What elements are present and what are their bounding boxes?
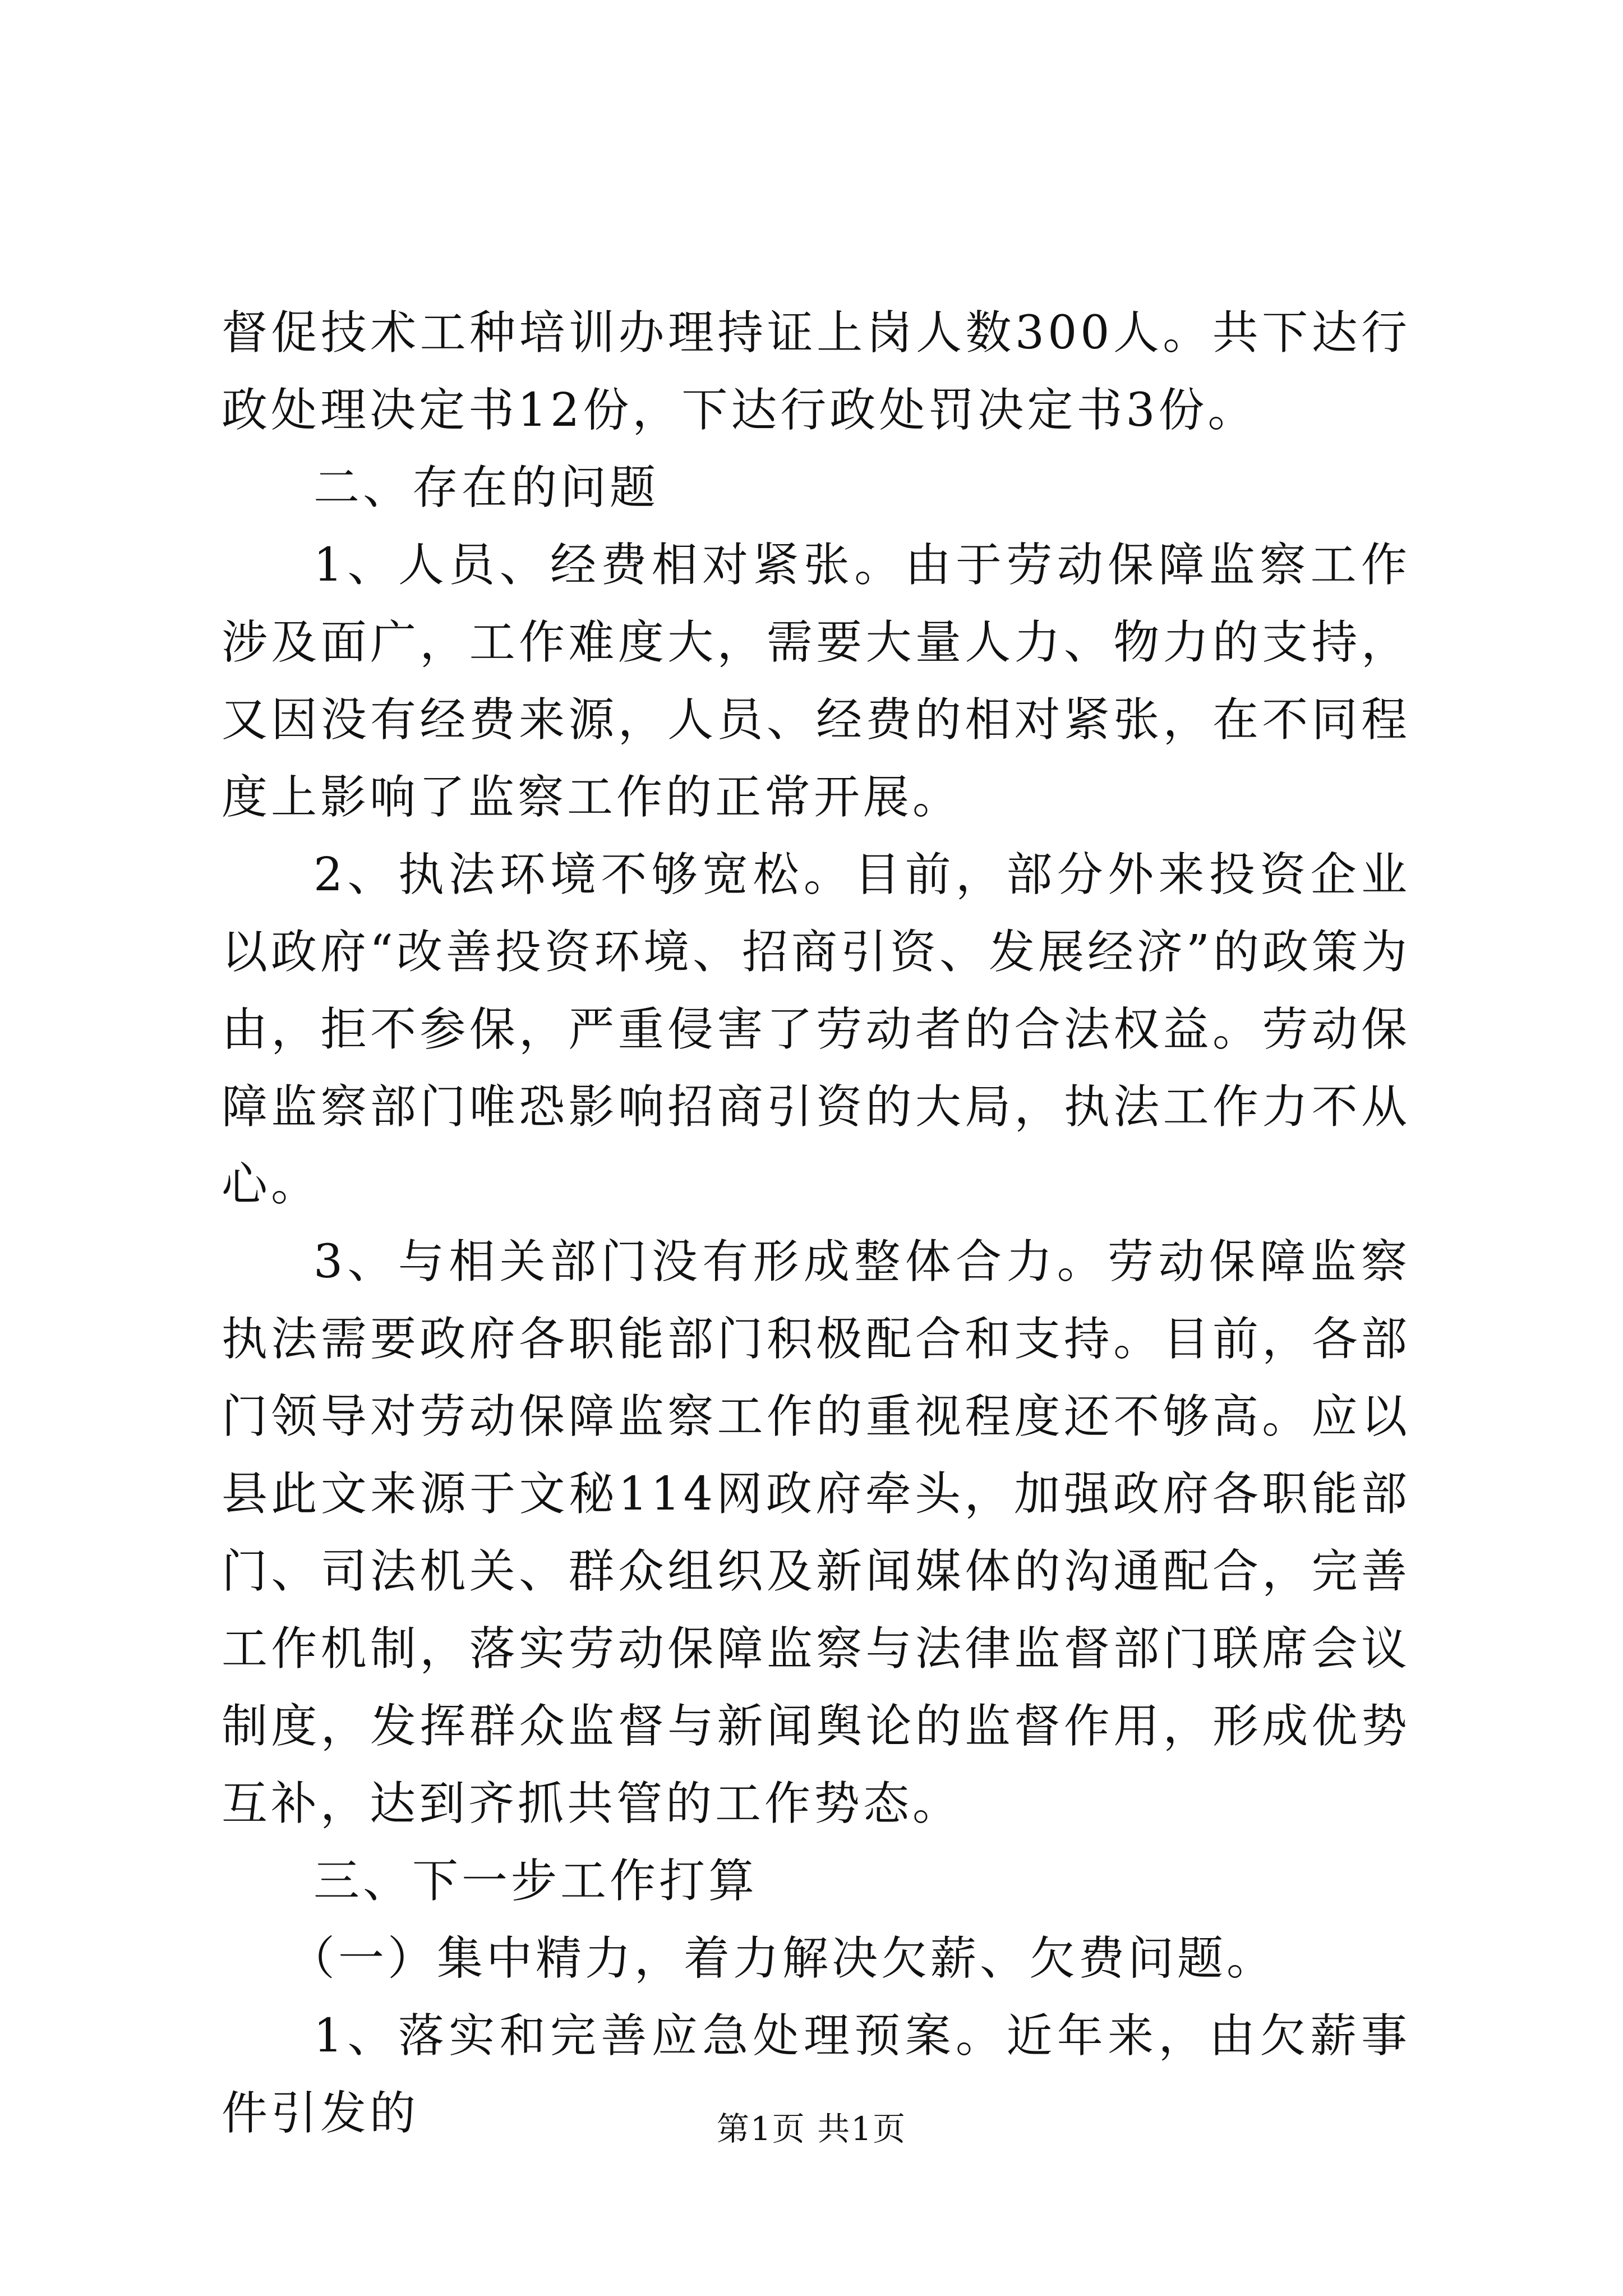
paragraph-continued: 督促技术工种培训办理持证上岗人数300人。共下达行政处理决定书12份，下达行政处罚决定书3份。: [222, 306, 1410, 437]
subsection-heading-1: （一）集中精力，着力解决欠薪、欠费问题。: [289, 1932, 1276, 1985]
paragraph-next-step-1: 1、落实和完善应急处理预案。近年来，由欠薪事件引发的: [222, 2009, 1410, 2140]
paragraph-problem-1: 1、人员、经费相对紧张。由于劳动保障监察工作涉及面广，工作难度大，需要大量人力、物力的支持，又因没有经费来源，人员、经费的相对紧张，在不同程度上影响了监察工作的正常开展。: [222, 539, 1410, 824]
document-body: [222, 295, 1410, 2152]
page-footer: 第1页 共1页: [716, 2110, 907, 2148]
section-heading-problems: 二、存在的问题: [313, 461, 660, 514]
paragraph-problem-3: 3、与相关部门没有形成整体合力。劳动保障监察执法需要政府各职能部门积极配合和支持。目前，各部门领导对劳动保障监察工作的重视程度还不够高。应以县此文来源于文秘114网政府牵头，加强政府各职能部门、司法机关、群众组织及新闻媒体的沟通配合，完善工作机制，落实劳动保障监察与法律监督部门联席会议制度，发挥群众监督与新闻舆论的监督作用，形成优势互补，达到齐抓共管的工作势态。: [222, 1235, 1410, 1830]
paragraph-problem-2: 2、执法环境不够宽松。目前，部分外来投资企业以政府“改善投资环境、招商引资、发展经济”的政策为由，拒不参保，严重侵害了劳动者的合法权益。劳动保障监察部门唯恐影响招商引资的大局，执法工作力不从心。: [222, 848, 1410, 1211]
section-heading-next-steps: 三、下一步工作打算: [313, 1855, 758, 1908]
